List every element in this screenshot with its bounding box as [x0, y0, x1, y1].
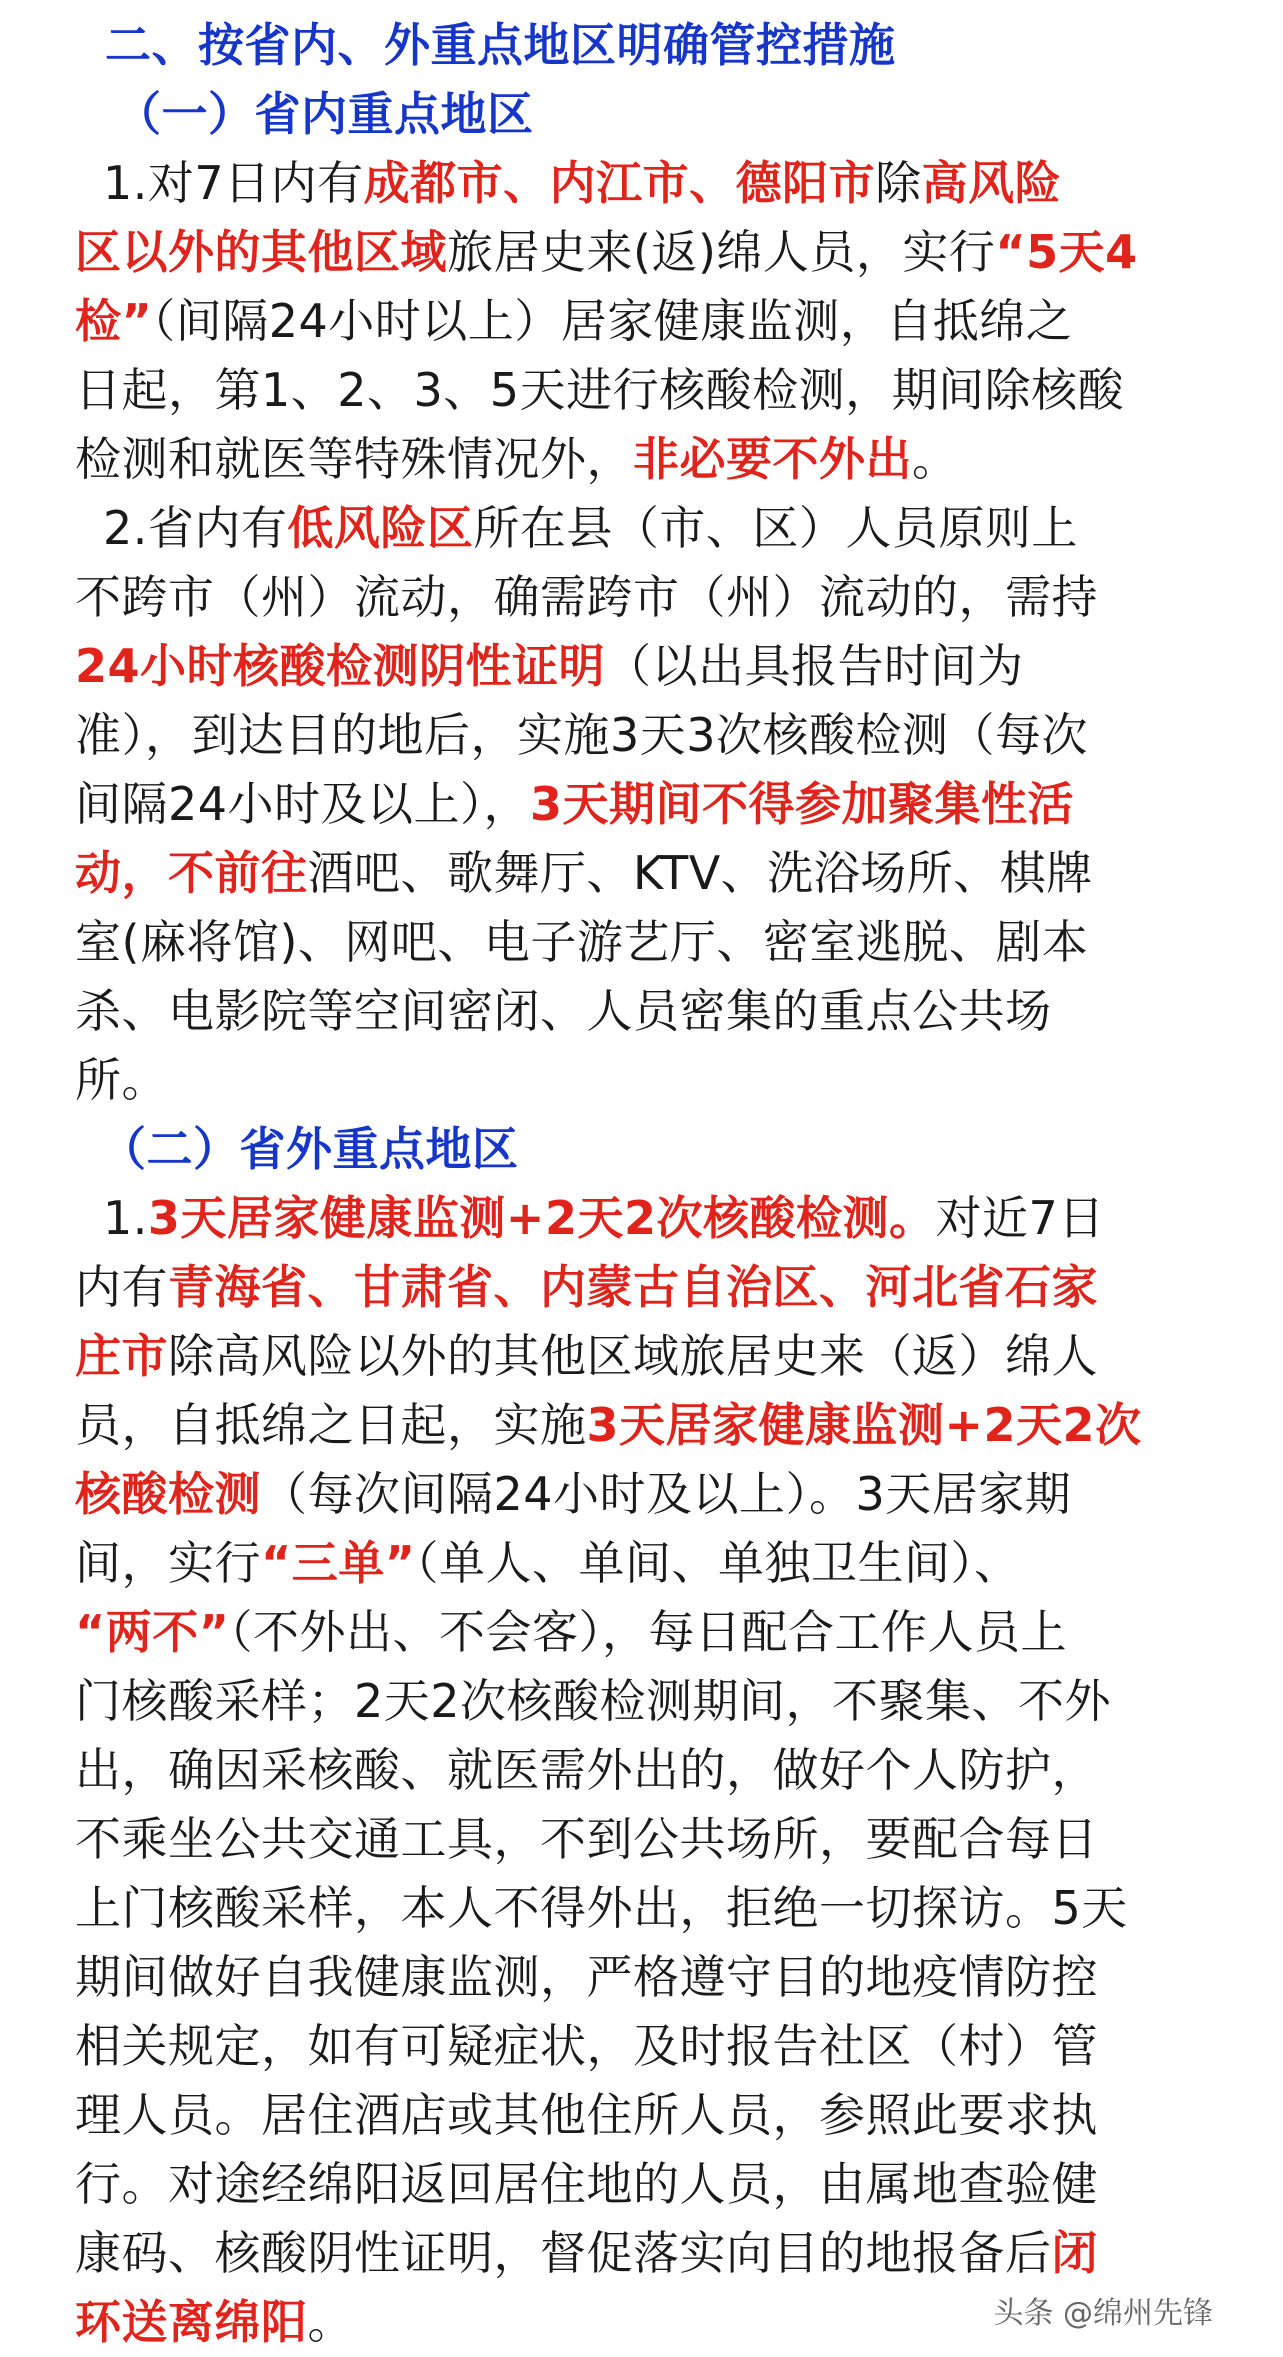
paragraph-line	[75, 2218, 1208, 2288]
paragraph-line	[75, 424, 1208, 494]
paragraph-line: 期间做好自我健康监测，严格遵守目的地疫情防控	[75, 1950, 1098, 2004]
paragraph-line	[75, 217, 1208, 287]
text-run: 2.省内有	[103, 501, 288, 555]
text-run: 。	[307, 2295, 354, 2349]
emphasis-text: 非必要不外出	[633, 432, 912, 486]
emphasis-text: 高风险	[921, 156, 1062, 210]
paragraph-line: 室(麻将馆)、网吧、电子游艺厅、密室逃脱、剧本	[75, 915, 1089, 969]
emphasis-text: 区以外的其他区域	[75, 225, 447, 279]
text-run: 。	[912, 432, 959, 486]
text-run: （以出具报告时间为	[605, 639, 1024, 693]
paragraph-line: 所。	[75, 1053, 168, 1107]
paragraph-line	[75, 1459, 1208, 1529]
emphasis-text: 24小时核酸检测阴性证明	[75, 639, 606, 693]
paragraph-line	[75, 769, 1208, 839]
paragraph-line	[75, 286, 1208, 356]
emphasis-text: 青海省、甘肃省、内蒙古自治区、河北省石家	[168, 1260, 1098, 1314]
text-run: 1.	[103, 1191, 148, 1245]
watermark-credit: 头条 @绵州先锋	[993, 2296, 1213, 2331]
emphasis-text: 3天居家健康监测+2天2次核酸检测。	[147, 1191, 936, 1245]
emphasis-text: 环送离绵阳	[75, 2295, 308, 2349]
text-run: （间隔24小时以上）居家健康监测，自抵绵之	[152, 294, 1073, 348]
text-run: 除	[875, 156, 922, 210]
text-run: 康码、核酸阴性证明，督促落实向目的地报备后	[75, 2226, 1052, 2280]
paragraph-line: 门核酸采样；2天2次核酸检测期间，不聚集、不外	[75, 1674, 1112, 1728]
text-run: 间，实行	[75, 1536, 261, 1590]
emphasis-text: 成都市、内江市、德阳市	[363, 156, 876, 210]
emphasis-text: 3天期间不得参加聚集性活	[530, 777, 1075, 831]
text-run: 酒吧、歌舞厅、KTV、洗浴场所、棋牌	[307, 846, 1093, 900]
paragraph-line: 相关规定，如有可疑症状，及时报告社区（村）管	[75, 2019, 1098, 2073]
paragraph-line	[75, 1321, 1208, 1391]
paragraph-line	[75, 1390, 1208, 1460]
emphasis-text: “5天4	[995, 225, 1138, 279]
subsection-title-1: （一）省内重点地区	[115, 87, 534, 141]
paragraph-line	[103, 148, 1236, 218]
text-run: （每次间隔24小时及以上）。3天居家期	[261, 1467, 1072, 1521]
text-run: 内有	[75, 1260, 168, 1314]
paragraph-line	[75, 1528, 1208, 1598]
text-run: （单人、单间、单独卫生间）、	[415, 1536, 1021, 1590]
paragraph-line: 不跨市（州）流动，确需跨市（州）流动的，需持	[75, 570, 1098, 624]
emphasis-text: 低风险区	[287, 501, 474, 555]
text-run: 员，自抵绵之日起，实施	[75, 1398, 587, 1452]
emphasis-text: 动，不前往	[75, 846, 308, 900]
paragraph-line: 杀、电影院等空间密闭、人员密集的重点公共场	[75, 984, 1052, 1038]
text-run: 对近7日	[935, 1191, 1105, 1245]
paragraph-line	[75, 838, 1208, 908]
text-run: 旅居史来(返)绵人员，实行	[447, 225, 996, 279]
paragraph-line: 日起，第1、2、3、5天进行核酸检测，期间除核酸	[75, 363, 1125, 417]
emphasis-text: “三单”	[261, 1536, 416, 1590]
text-run: 除高风险以外的其他区域旅居史来（返）绵人	[168, 1329, 1098, 1383]
paragraph-line: 准），到达目的地后，实施3天3次核酸检测（每次	[75, 708, 1089, 762]
paragraph-line	[103, 493, 1236, 563]
paragraph-line	[75, 631, 1208, 701]
text-run: 所在县（市、区）人员原则上	[473, 501, 1078, 555]
emphasis-text: 核酸检测	[75, 1467, 261, 1521]
emphasis-text: 庄市	[75, 1329, 168, 1383]
emphasis-text: “两不”	[75, 1605, 230, 1659]
text-run: 1.对7日内有	[103, 156, 364, 210]
emphasis-text: 3天居家健康监测+2天2次	[586, 1398, 1142, 1452]
paragraph-line: 出，确因采核酸、就医需外出的，做好个人防护，	[75, 1743, 1098, 1797]
text-run: 检测和就医等特殊情况外，	[75, 432, 633, 486]
paragraph-line	[103, 1183, 1236, 1253]
paragraph-line	[75, 1252, 1208, 1322]
section-title: 二、按省内、外重点地区明确管控措施	[105, 18, 896, 72]
subsection-title-2: （二）省外重点地区	[100, 1122, 519, 1176]
emphasis-text: 闭	[1051, 2226, 1098, 2280]
text-run: 间隔24小时及以上），	[75, 777, 531, 831]
paragraph-line: 不乘坐公共交通工具，不到公共场所，要配合每日	[75, 1812, 1098, 1866]
emphasis-text: 检”	[75, 294, 153, 348]
paragraph-line: 上门核酸采样，本人不得外出，拒绝一切探访。5天	[75, 1881, 1128, 1935]
text-run: （不外出、不会客），每日配合工作人员上	[229, 1605, 1067, 1659]
paragraph-line: 行。对途经绵阳返回居住地的人员，由属地查验健	[75, 2157, 1098, 2211]
paragraph-line: 理人员。居住酒店或其他住所人员，参照此要求执	[75, 2088, 1098, 2142]
paragraph-line	[75, 1597, 1208, 1667]
